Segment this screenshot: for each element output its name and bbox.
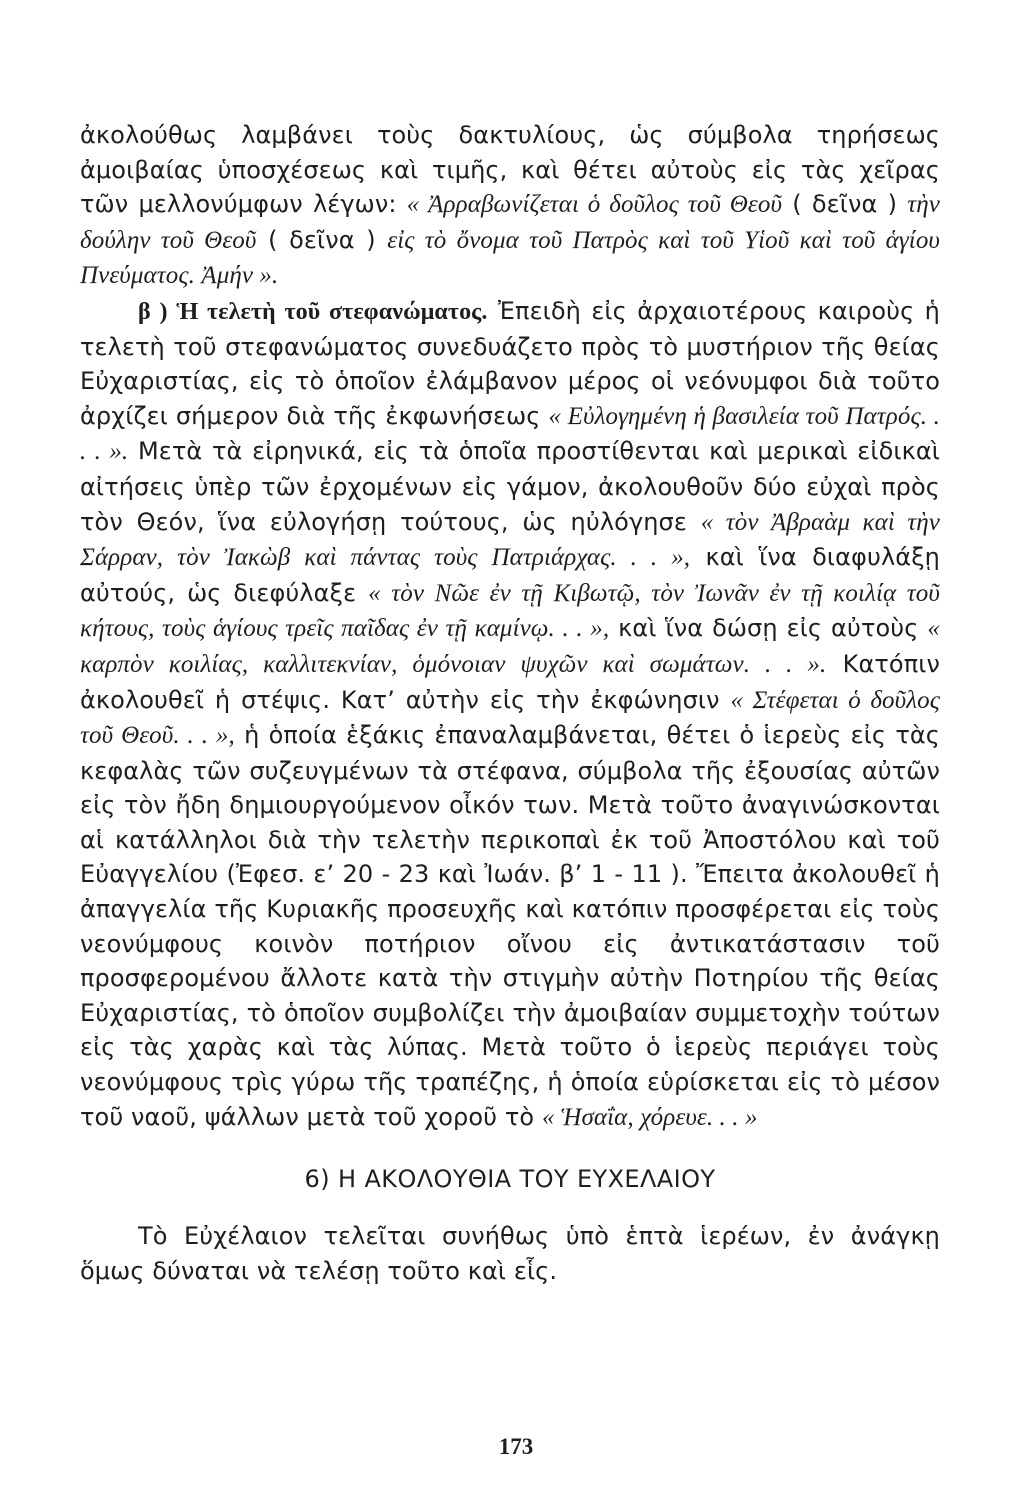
text-segment: ἀκολούθως λαμβάνει τοὺς δακτυλίους, ὡς σύμβολα τηρήσεως ἀμοιβαίας ὑποσχέσεως καὶ τιμῆς, καὶ θέτει αὐτοὺς εἰς τὰς χεῖρας τῶν μελλονύμφων λέγων: xyxy=(80,121,940,219)
page-body xyxy=(80,118,940,1288)
quote-trinity: εἰς τὸ ὄνομα τοῦ Πατρὸς καὶ τοῦ Υἱοῦ καὶ τοῦ ἁγίου Πνεύματος. Ἀμήν ». xyxy=(80,226,940,290)
text-segment: ( δεῖνα ) xyxy=(782,190,908,219)
text-segment: Κατόπιν ἀκολουθεῖ ἡ στέψις. Κατ’ αὐτὴν εἰς τὴν ἐκφώνησιν xyxy=(80,649,940,714)
section-title-crowning: β ) Ἡ τελετὴ τοῦ στεφανώματος. xyxy=(138,298,488,325)
quote-isaiah: « Ἡσαΐα, χόρευε. . . » xyxy=(541,1103,758,1131)
text-segment: ἡ ὁποία ἑξάκις ἐπαναλαμβάνεται, θέτει ὁ ἱερεὺς εἰς τὰς κεφαλὰς τῶν συζευγμένων τὰ στέφανα, σύμβολα τῆς ἐξουσίας αὐτῶν εἰς τὸν ἤδη δημιουργούμενον οἶκόν των. Μετὰ τοῦτο ἀναγινώσκονται αἱ κατάλληλοι διὰ τὴν τελετὴν περικοπαὶ ἐκ τοῦ Ἀποστόλου καὶ τοῦ Εὐαγγελίου (Ἐφεσ. ε’ 20 - 23 καὶ Ἰωάν. β’ 1 - 11 ). Ἔπειτα ἀκολουθεῖ ἡ ἀπαγγελία τῆς Κυριακῆς προσευχῆς καὶ κατόπιν προσφέρεται εἰς τοὺς νεονύμφους κοινὸν ποτήριον οἴνου εἰς ἀντικατάστασιν τοῦ προσφερομένου ἄλλοτε κατὰ τὴν στιγμὴν αὐτὴν Ποτηρίου τῆς θείας Εὐχαριστίας, τὸ ὁποῖον συμβολίζει τὴν ἀμοιβαίαν συμμετοχὴν τούτων εἰς τὰς χαρὰς καὶ τὰς λύπας. Μετὰ τοῦτο ὁ ἱερεὺς περιάγει τοὺς νεονύμφους τρὶς γύρω τῆς τραπέζης, ἡ ὁποία εὑρίσκεται εἰς τὸ μέσον τοῦ ναοῦ, ψάλλων μετὰ τοῦ χοροῦ τὸ xyxy=(80,721,940,1131)
quote-betrothal: « Ἀρραβωνίζεται ὁ δοῦλος τοῦ Θεοῦ xyxy=(406,191,783,219)
text-segment: Μετὰ τὰ εἰρηνικά, εἰς τὰ ὁποῖα προστίθενται καὶ μερικαὶ εἰδικαὶ αἰτήσεις ὑπὲρ τῶν ἐρχομένων εἰς γάμον, ἀκολουθοῦν δύο εὐχαὶ πρὸς τὸν Θεόν, ἵνα εὐλογήσῃ τούτους, ὡς ηὐλόγησε xyxy=(80,437,940,536)
paragraph-rings xyxy=(80,118,940,294)
text-segment: Ἐπειδὴ εἰς ἀρχαιοτέρους καιροὺς ἡ τελετὴ τοῦ στεφανώματος συνεδυάζετο πρὸς τὸ μυστήριον τῆς θείας Εὐχαριστίας, εἰς τὸ ὁποῖον ἐλάμβανον μέρος οἱ νεόνυμφοι διὰ τοῦτο ἀρχίζει σήμερον διὰ τῆς ἐκφωνήσεως xyxy=(80,296,940,430)
page-number: 173 xyxy=(498,1434,534,1459)
paragraph-unction: Τὸ Εὐχέλαιον τελεῖται συνήθως ὑπὸ ἑπτὰ ἱερέων, ἐν ἀνάγκῃ ὅμως δύναται νὰ τελέσῃ τοῦτο καὶ εἷς. xyxy=(80,1222,940,1285)
section-heading-unction: 6) Η ΑΚΟΛΟΥΘΙΑ ΤΟΥ ΕΥΧΕΛΑΙΟΥ xyxy=(304,1165,716,1194)
quote-crowned: « Στέφεται ὁ δοῦλος τοῦ Θεοῦ. . . », xyxy=(80,686,940,750)
quote-fruit: « καρπὸν κοιλίας, καλλιτεκνίαν, ὁμόνοιαν ψυχῶν καὶ σωμάτων. . . ». xyxy=(80,615,940,678)
quote-betrothal-bride: τὴν δούλην τοῦ Θεοῦ xyxy=(80,191,940,254)
quote-blessed-kingdom: « Εὐλογημένη ἡ βασιλεία τοῦ Πατρός. . . . ». xyxy=(80,402,940,466)
quote-noah: « τὸν Νῶε ἐν τῇ Κιβωτῷ, τὸν Ἰωνᾶν ἐν τῇ κοιλίᾳ τοῦ κήτους, τοὺς ἁγίους τρεῖς παῖδας ἐν τῇ καμίνῳ. . . », xyxy=(80,579,940,643)
text-segment: καὶ ἵνα διαφυλάξῃ αὐτούς, ὡς διεφύλαξε xyxy=(80,543,940,607)
paragraph-crowning xyxy=(80,294,940,1135)
quote-abraham: « τὸν Ἀβραὰμ καὶ τὴν Σάρραν, τὸν Ἰακὼβ καὶ πάντας τοὺς Πατριάρχας. . . », xyxy=(80,508,941,572)
text-segment: καὶ ἵνα δώσῃ εἰς αὐτοὺς xyxy=(609,614,928,643)
text-segment: ( δεῖνα ) xyxy=(256,225,388,254)
